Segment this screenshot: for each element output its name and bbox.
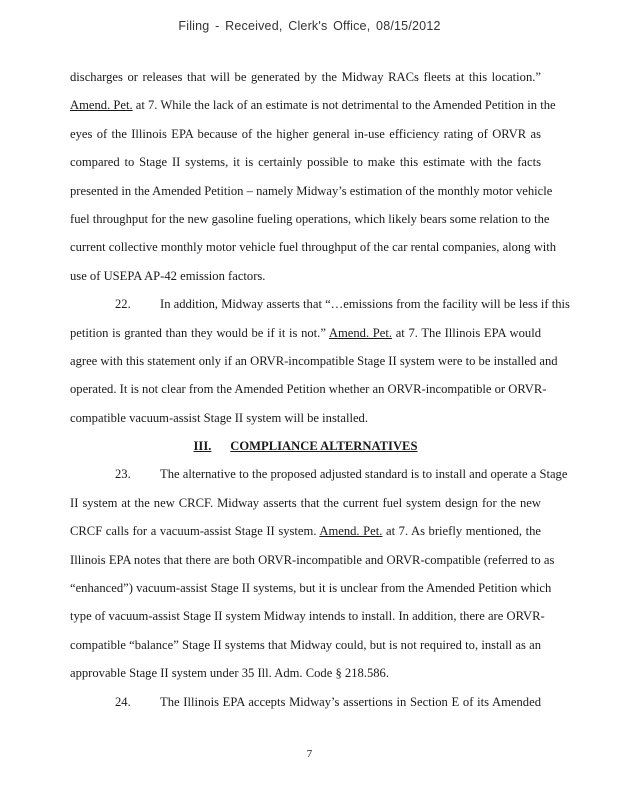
text-line: current collective monthly motor vehicle fuel throughput of the car rental companies, along with: [70, 240, 557, 255]
text-line: use of USEPA AP-42 emission factors.: [70, 268, 266, 283]
paragraph-number: 24.: [115, 694, 131, 709]
paragraph-number: 22.: [115, 297, 131, 312]
text-segment: at 7. The Illinois EPA would: [392, 325, 541, 340]
text-line: Illinois EPA notes that there are both ORVR-incompatible and ORVR-compatible (referred to as: [70, 552, 555, 567]
text-line: [70, 319, 541, 347]
paragraph-number: 23.: [115, 467, 131, 482]
text-line: “enhanced”) vacuum-assist Stage II systems, but it is unclear from the Amended Petition which: [70, 581, 552, 596]
text-line: approvable Stage II system under 35 Ill. Adm. Code § 218.586.: [70, 666, 389, 681]
text-segment: The Illinois EPA accepts Midway’s assertions in Section E of its Amended: [160, 694, 541, 709]
paragraph-first-line: [70, 460, 568, 488]
section-numeral: III.: [193, 439, 212, 454]
text-line: [70, 91, 556, 119]
section-heading: [70, 432, 541, 460]
page-number: 7: [306, 748, 313, 760]
citation: Amend. Pet.: [70, 98, 133, 113]
text-line: [70, 517, 541, 545]
citation: Amend. Pet.: [319, 524, 383, 539]
text-line: eyes of the Illinois EPA because of the higher general in-use efficiency rating of ORVR as: [70, 126, 541, 141]
paragraph-first-line: [70, 688, 541, 716]
paragraph-first-line: [70, 290, 570, 318]
text-segment: The alternative to the proposed adjusted standard is to install and operate a Stage: [160, 467, 568, 482]
text-line: compatible “balance” Stage II systems that Midway could, but is not required to, install as an: [70, 637, 541, 652]
text-line: discharges or releases that will be generated by the Midway RACs fleets at this location.”: [70, 70, 541, 84]
text-segment: In addition, Midway asserts that “…emissions from the facility will be less if this: [160, 297, 570, 312]
citation: Amend. Pet.: [328, 325, 393, 340]
text-line: agree with this statement only if an ORVR-incompatible Stage II system were to be installed and: [70, 353, 558, 368]
section-title: COMPLIANCE ALTERNATIVES: [230, 439, 418, 454]
text-line: operated. It is not clear from the Amended Petition whether an ORVR-incompatible or ORVR-: [70, 382, 547, 397]
text-segment: at 7. While the lack of an estimate is not detrimental to the Amended Petition in the: [132, 98, 556, 113]
text-segment: petition is granted than they would be if it is not.”: [70, 325, 329, 340]
text-line: compatible vacuum-assist Stage II system will be installed.: [70, 410, 368, 425]
text-line: presented in the Amended Petition – namely Midway’s estimation of the monthly motor vehicle: [70, 183, 553, 198]
text-line: compared to Stage II systems, it is certainly possible to make this estimate with the facts: [70, 155, 541, 170]
document-body: [70, 63, 570, 716]
text-line: fuel throughput for the new gasoline fueling operations, which likely bears some relation to the: [70, 211, 550, 226]
text-line: type of vacuum-assist Stage II system Midway intends to install. In addition, there are ORVR-: [70, 609, 545, 624]
text-segment: CRCF calls for a vacuum-assist Stage II system.: [70, 524, 320, 539]
text-line: II system at the new CRCF. Midway asserts that the current fuel system design for the new: [70, 495, 541, 510]
text-segment: at 7. As briefly mentioned, the: [382, 524, 541, 539]
filing-header: Filing - Received, Clerk's Office, 08/15/2012: [178, 19, 441, 33]
